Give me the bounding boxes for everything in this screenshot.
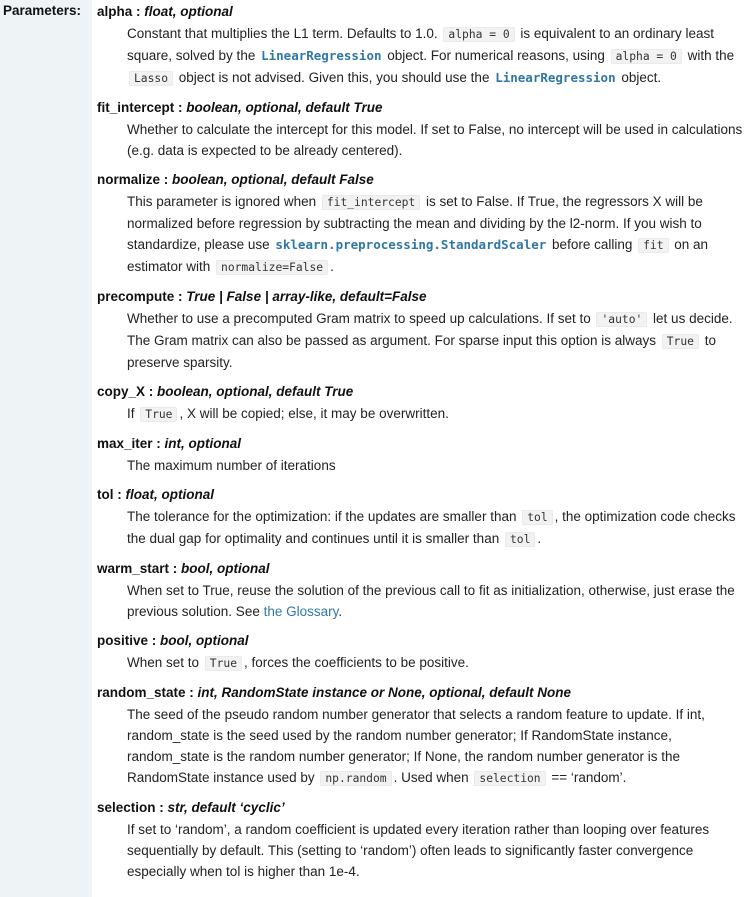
- param-entry: [97, 799, 753, 882]
- param-name: copy_X: [97, 384, 146, 399]
- param-name: random_state: [97, 685, 186, 700]
- description-text: on an estimator with: [127, 237, 709, 274]
- description-text: The maximum number of iterations: [127, 458, 336, 473]
- api-reference-link[interactable]: sklearn.preprocessing.StandardScaler: [275, 237, 547, 252]
- param-type: float, optional: [125, 487, 214, 502]
- description-text: object. For numerical reasons, using: [383, 48, 609, 63]
- description-text: The seed of the pseudo random number generator that selects a random feature to update. If int, random_state is the seed used by the random number generator; If RandomState instance, random_state is the random number generator; If None, the random number generator is the RandomState instance used by: [127, 707, 705, 785]
- param-separator: :: [132, 4, 145, 19]
- description-text: object is not advised. Given this, you should use the: [175, 70, 494, 85]
- description-text: , forces the coefficients to be positive.: [244, 655, 469, 670]
- description-text: .: [330, 259, 334, 274]
- param-separator: :: [160, 172, 173, 187]
- param-description: [127, 652, 753, 674]
- description-text: , the optimization code checks the dual gap for optimality and continues until it is smaller than: [127, 509, 736, 546]
- param-signature: [97, 632, 753, 650]
- description-text: Whether to use a precomputed Gram matrix to speed up calculations. If set to: [127, 311, 595, 326]
- inline-code: np.random: [320, 771, 391, 786]
- inline-code: 'auto': [596, 312, 647, 327]
- param-signature: [97, 486, 753, 504]
- param-entry: [97, 99, 753, 161]
- param-type: boolean, optional, default True: [157, 384, 354, 399]
- param-separator: :: [174, 100, 187, 115]
- description-text: .: [537, 531, 542, 546]
- param-type: str, default ‘cyclic’: [167, 800, 285, 815]
- description-text: The tolerance for the optimization: if the updates are smaller than: [127, 509, 521, 524]
- description-text: Whether to calculate the intercept for this model. If set to False, no intercept will be used in calculations (e.g. data is expected to be already centered).: [127, 122, 743, 158]
- field-label: Parameters:: [0, 0, 92, 897]
- param-separator: :: [152, 436, 165, 451]
- inline-code: tol: [522, 510, 552, 525]
- param-description: [127, 819, 753, 882]
- description-text: with the: [683, 48, 735, 63]
- description-text: , X will be copied; else, it may be overwritten.: [179, 406, 449, 421]
- inline-code: fit_intercept: [322, 195, 420, 210]
- description-text: When set to: [127, 655, 203, 670]
- param-signature: [97, 435, 753, 453]
- param-description: [127, 403, 753, 425]
- param-name: positive: [97, 633, 149, 648]
- description-text: let us decide. The Gram matrix can also be passed as argument. For sparse input this option is always: [127, 311, 733, 348]
- param-type: bool, optional: [160, 633, 249, 648]
- param-separator: :: [113, 487, 126, 502]
- inline-code: fit: [638, 238, 668, 253]
- param-signature: [97, 99, 753, 117]
- param-separator: :: [155, 800, 168, 815]
- param-signature: [97, 171, 753, 189]
- param-separator: :: [145, 384, 158, 399]
- param-entry: [97, 486, 753, 550]
- param-type: int, RandomState instance or None, optional, default None: [197, 685, 572, 700]
- inline-code: True: [205, 656, 242, 671]
- param-signature: [97, 799, 753, 817]
- param-type: True | False | array-like, default=False: [186, 289, 427, 304]
- description-text: object.: [617, 70, 662, 85]
- param-signature: [97, 684, 753, 702]
- param-entry: [97, 632, 753, 674]
- param-name: warm_start: [97, 561, 170, 576]
- param-type: boolean, optional, default True: [186, 100, 383, 115]
- param-separator: :: [185, 685, 198, 700]
- param-type: float, optional: [144, 4, 233, 19]
- param-type: int, optional: [164, 436, 242, 451]
- description-text: is set to False. If True, the regressors X will be normalized before regression by subtracting the mean and dividing by the l2-norm. If you wish to standardize, please use: [127, 194, 703, 252]
- description-text: This parameter is ignored when: [127, 194, 320, 209]
- param-name: alpha: [97, 4, 133, 19]
- inline-code: selection: [474, 771, 545, 786]
- param-name: tol: [97, 487, 114, 502]
- param-separator: :: [174, 289, 187, 304]
- description-text: When set to True, reuse the solution of the previous call to fit as initialization, otherwise, just erase the previous solution. See: [127, 583, 735, 619]
- param-description: [127, 308, 753, 373]
- description-text: If: [127, 406, 139, 421]
- param-entry: [97, 383, 753, 425]
- param-entry: [97, 171, 753, 278]
- description-text: is equivalent to an ordinary least square, solved by the: [127, 26, 715, 63]
- api-reference-link[interactable]: LinearRegression: [261, 48, 382, 63]
- glossary-link[interactable]: the Glossary: [263, 604, 339, 619]
- parameter-list: [92, 0, 753, 897]
- param-entry: [97, 3, 753, 89]
- inline-code: True: [662, 334, 699, 349]
- description-text: Constant that multiplies the L1 term. Defaults to 1.0.: [127, 26, 442, 41]
- description-text: . Used when: [393, 770, 473, 785]
- inline-code: normalize=False: [216, 260, 328, 275]
- param-signature: [97, 3, 753, 21]
- param-description: [127, 191, 753, 278]
- description-text: before calling: [548, 237, 637, 252]
- param-description: [127, 506, 753, 550]
- param-description: [127, 119, 753, 161]
- param-name: normalize: [97, 172, 161, 187]
- description-text: to preserve sparsity.: [127, 333, 716, 370]
- param-description: [127, 580, 753, 622]
- param-description: [127, 23, 753, 89]
- param-entry: [97, 435, 753, 476]
- description-text: .: [338, 604, 343, 619]
- param-name: precompute: [97, 289, 175, 304]
- param-name: fit_intercept: [97, 100, 175, 115]
- param-signature: [97, 383, 753, 401]
- inline-code: alpha = 0: [443, 27, 514, 42]
- param-signature: [97, 288, 753, 306]
- param-separator: :: [148, 633, 161, 648]
- param-name: max_iter: [97, 436, 153, 451]
- inline-code: alpha = 0: [611, 49, 682, 64]
- description-text: If set to ‘random’, a random coefficient is updated every iteration rather than looping over features sequentially by default. This (setting to ‘random’) often leads to significantly faster convergence especially when tol is higher than 1e-4.: [127, 822, 710, 879]
- param-name: selection: [97, 800, 156, 815]
- api-reference-link[interactable]: LinearRegression: [495, 70, 616, 85]
- param-separator: :: [169, 561, 182, 576]
- param-entry: [97, 684, 753, 789]
- param-signature: [97, 560, 753, 578]
- param-type: boolean, optional, default False: [172, 172, 374, 187]
- param-description: [127, 455, 753, 476]
- param-entry: [97, 288, 753, 373]
- param-type: bool, optional: [181, 561, 270, 576]
- param-description: [127, 704, 753, 789]
- inline-code: Lasso: [129, 71, 173, 86]
- param-entry: [97, 560, 753, 622]
- description-text: == ‘random’.: [547, 770, 627, 785]
- inline-code: True: [140, 407, 177, 422]
- inline-code: tol: [505, 532, 535, 547]
